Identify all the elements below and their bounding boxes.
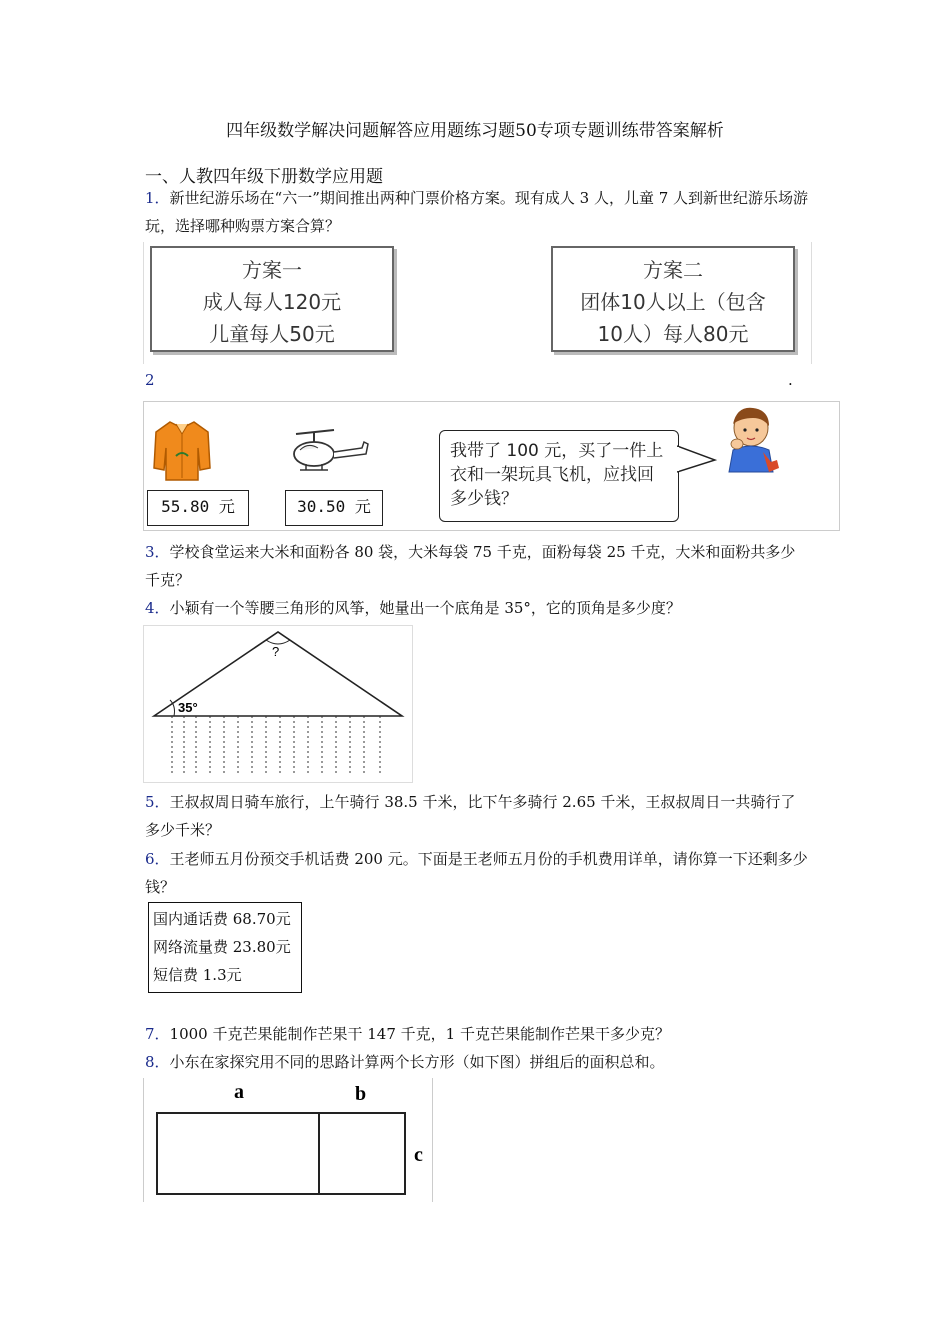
- question-2-text: .: [788, 371, 793, 389]
- plan-one-line2: 儿童每人50元: [209, 322, 335, 346]
- rectangles-figure: [143, 1078, 433, 1202]
- phone-bill: [148, 902, 302, 993]
- question-text: 新世纪游乐场在“六一”期间推出两种门票价格方案。现有成人 3 人，儿童 7 人到新世纪游乐场游玩，选择哪种购票方案合算？: [145, 189, 809, 235]
- bill-row: 网络流量费 23.80元: [153, 938, 291, 956]
- kite-triangle: [144, 626, 412, 782]
- plan-one-line1: 成人每人120元: [202, 290, 342, 314]
- plan-two-line2: 10人）每人80元: [597, 322, 749, 346]
- page-title: 四年级数学解决问题解答应用题练习题50专项专题训练带答案解析: [226, 121, 724, 141]
- plan-one-title: 方案一: [242, 258, 302, 282]
- plan-two-line1: 团体10人以上（包含: [580, 290, 766, 314]
- question-number: 5．: [145, 793, 170, 811]
- question-8: [145, 1048, 810, 1076]
- question-5: [145, 788, 810, 844]
- jacket-image: [150, 418, 214, 484]
- toy-helicopter-image: [290, 428, 370, 476]
- base-angle-label: 35°: [178, 700, 198, 715]
- plan-two-box: [551, 246, 795, 352]
- question-text: 小颖有一个等腰三角形的风筝，她量出一个底角是 35°，它的顶角是多少度？: [169, 599, 681, 617]
- plan-two-title: 方案二: [643, 258, 703, 282]
- question-text: 1000 千克芒果能制作芒果干 147 千克，1 千克芒果能制作芒果干多少克？: [169, 1025, 670, 1043]
- helicopter-price: 30.50 元: [285, 490, 383, 526]
- question-number: 3．: [145, 543, 170, 561]
- question-number: 8．: [145, 1053, 170, 1071]
- question-number: 1．: [145, 189, 170, 207]
- question-number: 7．: [145, 1025, 170, 1043]
- speech-bubble: 我带了 100 元，买了一件上衣和一架玩具飞机，应找回多少钱？: [439, 430, 679, 522]
- shopping-figure: [143, 401, 840, 531]
- question-text: 小东在家探究用不同的思路计算两个长方形（如下图）拼组后的面积总和。: [169, 1053, 665, 1071]
- speech-bubble-tail: [677, 442, 717, 476]
- question-text: 王老师五月份预交手机话费 200 元。下面是王老师五月份的手机费用详单，请你算一下还剩多少钱？: [145, 850, 808, 896]
- question-3: [145, 538, 810, 594]
- boy-image: [719, 404, 781, 476]
- two-rectangles: [144, 1078, 432, 1202]
- apex-angle-label: ?: [272, 644, 280, 659]
- label-b: b: [355, 1083, 367, 1105]
- question-2-number: 2: [145, 371, 155, 389]
- section-heading: 一、人教四年级下册数学应用题: [145, 167, 383, 187]
- question-4: [145, 594, 810, 622]
- question-number: 6．: [145, 850, 170, 868]
- question-6: [145, 845, 810, 901]
- label-a: a: [234, 1081, 244, 1103]
- jacket-price: 55.80 元: [147, 490, 249, 526]
- bill-row: 短信费 1.3元: [153, 966, 242, 984]
- question-1: [145, 184, 810, 240]
- label-c: c: [414, 1144, 423, 1166]
- question-text: 王叔叔周日骑车旅行，上午骑行 38.5 千米，比下午多骑行 2.65 千米，王叔叔周日一共骑行了多少千米？: [145, 793, 796, 839]
- ticket-plans-figure: [143, 242, 812, 364]
- kite-figure: [143, 625, 413, 783]
- question-text: 学校食堂运来大米和面粉各 80 袋，大米每袋 75 千克，面粉每袋 25 千克，大米和面粉共多少千克？: [145, 543, 796, 589]
- question-7: [145, 1020, 810, 1048]
- question-number: 4．: [145, 599, 170, 617]
- plan-one-box: [150, 246, 394, 352]
- bill-row: 国内通话费 68.70元: [153, 910, 291, 928]
